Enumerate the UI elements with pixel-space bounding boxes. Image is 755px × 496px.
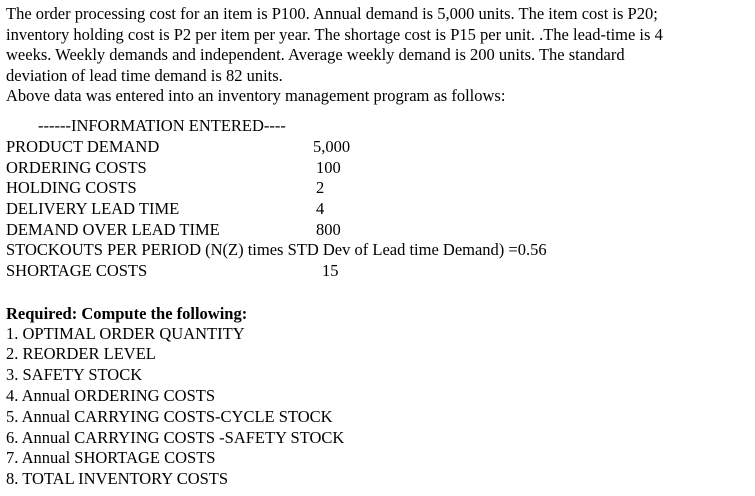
- entered-header: ------INFORMATION ENTERED----: [38, 116, 286, 135]
- problem-line: deviation of lead time demand is 82 units.: [6, 65, 283, 85]
- required-item: 2. REORDER LEVEL: [6, 344, 156, 363]
- required-title: Required: Compute the following:: [6, 304, 248, 323]
- problem-line: The order processing cost for an item is P100. Annual demand is 5,000 units. The item cost is P20;: [6, 4, 658, 23]
- entered-label-product-demand: PRODUCT DEMAND: [6, 137, 160, 156]
- entered-value-ordering-costs: 100: [316, 158, 341, 177]
- entered-label-delivery-lead-time: DELIVERY LEAD TIME: [6, 199, 180, 218]
- entered-label-demand-over-lead-time: DEMAND OVER LEAD TIME: [6, 220, 220, 239]
- entered-value-shortage-costs: 15: [322, 261, 339, 280]
- entered-value-product-demand: 5,000: [313, 137, 351, 156]
- required-item: 3. SAFETY STOCK: [6, 365, 143, 384]
- required-item: 7. Annual SHORTAGE COSTS: [6, 448, 216, 467]
- problem-intro: Above data was entered into an inventory management program as follows:: [6, 86, 506, 105]
- entered-value-holding-costs: 2: [316, 178, 325, 197]
- entered-value-demand-over-lead-time: 800: [316, 220, 341, 239]
- required-item: 4. Annual ORDERING COSTS: [6, 386, 216, 405]
- problem-statement: [6, 4, 751, 107]
- required-item: 5. Annual CARRYING COSTS-CYCLE STOCK: [6, 407, 333, 426]
- required-item: 1. OPTIMAL ORDER QUANTITY: [6, 324, 245, 343]
- entered-label-ordering-costs: ORDERING COSTS: [6, 158, 147, 177]
- entered-label-stockouts-per-period: STOCKOUTS PER PERIOD (N(Z) times STD Dev of Lead time Demand) =0.56: [6, 240, 547, 259]
- required-item: 8. TOTAL INVENTORY COSTS: [6, 469, 229, 488]
- entered-label-shortage-costs: SHORTAGE COSTS: [6, 261, 148, 280]
- problem-line: weeks. Weekly demands and independent. Average weekly demand is 200 units. The standard: [6, 45, 625, 64]
- entered-label-holding-costs: HOLDING COSTS: [6, 178, 137, 197]
- problem-line: inventory holding cost is P2 per item per year. The shortage cost is P15 per unit. .The lead-time is 4: [6, 24, 663, 44]
- entered-value-delivery-lead-time: 4: [316, 199, 325, 218]
- required-item: 6. Annual CARRYING COSTS -SAFETY STOCK: [6, 428, 345, 447]
